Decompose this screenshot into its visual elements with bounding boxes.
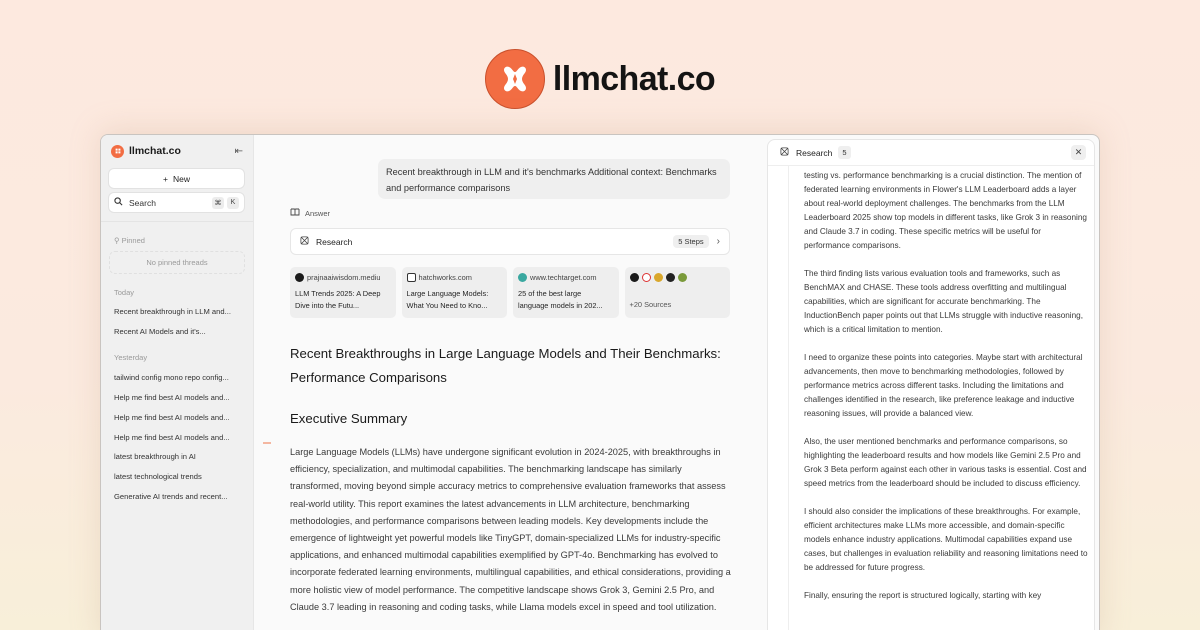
steps-badge: 5 Steps (673, 235, 708, 248)
plus-icon: + (163, 173, 168, 184)
kbd-cmd: ⌘ (212, 197, 224, 209)
new-label: New (172, 173, 190, 184)
favicon-icon (295, 273, 304, 282)
new-thread-button[interactable] (108, 168, 245, 189)
section-heading: Executive Summary (290, 411, 408, 426)
divider (101, 221, 253, 222)
panel-title: Research (796, 147, 833, 158)
atom-icon (300, 236, 309, 247)
thread-item[interactable]: Help me find best AI models and... (114, 413, 230, 422)
source-card[interactable]: prajnaaiwisdom.mediu LLM Trends 2025: A Deep Dive into the Futu... (290, 267, 396, 318)
reasoning-paragraph: I should also consider the implications of these breakthroughs. For example, efficient architectures make LLMs more accessible, and domain-specific models enhance industry applications. Multimodal capabilities expand use cases, but challenges in evaluation reliability and reasoning limitations need to be addressed for future progress. (804, 507, 1088, 572)
more-sources-card[interactable] (625, 267, 731, 318)
thread-item[interactable]: Recent breakthrough in LLM and... (114, 307, 231, 316)
favicon-icon (678, 273, 687, 282)
today-heading: Today (114, 288, 135, 297)
research-steps-toggle[interactable] (290, 228, 730, 255)
atom-icon (780, 147, 789, 158)
logo-icon (485, 49, 545, 109)
source-card[interactable]: www.techtarget.com 25 of the best large language models in 202... (513, 267, 619, 318)
thread-item[interactable]: latest technological trends (114, 472, 202, 481)
source-card[interactable]: hatchworks.com Large Language Models: What You Need to Kno... (402, 267, 508, 318)
sources-row (290, 267, 730, 318)
scroll-marker (263, 442, 271, 444)
book-icon (290, 208, 300, 218)
count-badge: 5 (838, 146, 850, 159)
reasoning-paragraph: Also, the user mentioned benchmarks and performance comparisons, so highlighting the leaderboard results and how models like Gemini 2.5 Pro and Grok 3 Beta perform against each other in various tasks is essential. Cost and speed metrics from the leaderboard should be included to discuss efficiency. (804, 437, 1087, 488)
app-window (100, 134, 1100, 630)
research-panel (767, 139, 1095, 630)
sidebar (101, 135, 254, 630)
yesterday-heading: Yesterday (114, 353, 148, 362)
thread-item[interactable]: Help me find best AI models and... (114, 433, 230, 442)
favicon-icon (407, 273, 416, 282)
summary-text: Large Language Models (LLMs) have undergone significant evolution in 2024-2025, with breakthroughs in efficiency, specialization, and multimodal capabilities. The benchmarking landscape has similarly transformed, moving beyond simple accuracy metrics to comprehensive evaluation frameworks that assess real-world utility. This report examines the latest advancements in LLM architecture, benchmarking methodologies, and performance comparisons between leading models. Key developments include the emergence of lightweight yet powerful models like TinyGPT, domain-specialized LLMs for industry-specific applications, and enhanced multimodal capabilities exemplified by GPT-4o. Benchmarking has evolved to incorporate federated learning environments, multilingual capabilities, and ethical considerations, providing a more holistic view of model performance. The competitive landscape shows Grok 3, Gemini 2.5 Pro, and Claude 3.7 leading in reasoning and coding tasks, while Llama models excel in speed and tool utilization. (290, 447, 731, 612)
research-label: Research (316, 236, 353, 247)
search-icon (114, 197, 123, 208)
sidebar-title: llmchat.co (129, 145, 181, 157)
thread-item[interactable]: Generative AI trends and recent... (114, 492, 228, 501)
search-label: Search (129, 197, 156, 208)
kbd-k: K (227, 197, 239, 209)
report-title: Recent Breakthroughs in Large Language Models and Their Benchmarks: Performance Comparisons (290, 346, 721, 385)
more-sources-label: +20 Sources (629, 300, 672, 309)
chevron-right-icon: › (716, 236, 720, 247)
reasoning-paragraph: The third finding lists various evaluation tools and frameworks, such as BenchMAX and CHASE. These tools address overfitting and multilingual capabilities, which are significant for accurate benchmarking. The InductionBench paper points out that LLMs struggle with inductive reasoning, which is a critical limitation to mention. (804, 269, 1084, 334)
search-button[interactable] (108, 192, 245, 213)
favicon-icon (654, 273, 663, 282)
thread-item[interactable]: Help me find best AI models and... (114, 393, 230, 402)
reasoning-paragraph: Finally, ensuring the report is structured logically, starting with key (804, 591, 1042, 600)
favicon-icon (642, 273, 651, 282)
favicon-icon (630, 273, 639, 282)
pinned-empty: No pinned threads (109, 251, 245, 274)
chat-main (254, 135, 767, 630)
thread-item[interactable]: Recent AI Models and it's... (114, 327, 206, 336)
reasoning-paragraph: I need to organize these points into categories. Maybe start with architectural advancements, then move to benchmarking methodologies, followed by performance metrics across different tasks. Including the limitations and challenges identified in the research, like preference leakage and inductive reasoning issues, will provide a balanced view. (804, 353, 1083, 418)
favicon-icon (518, 273, 527, 282)
pinned-heading: ⚲ Pinned (114, 236, 145, 245)
thread-item[interactable]: tailwind config mono repo config... (114, 373, 229, 382)
favicon-icon (666, 273, 675, 282)
collapse-sidebar-icon[interactable]: ⇤ (234, 145, 243, 157)
answer-label: Answer (290, 208, 330, 218)
panel-body[interactable] (788, 166, 1094, 630)
reasoning-paragraph: testing vs. performance benchmarking is a crucial distinction. The mention of federated learning environments in Flower's LLM Leaderboard adds a layer about real-world deployment challenges. The benchmarks from the LLM Leaderboard 2025 show top models in different tasks, like Grok 3 in reasoning and Claude 3.7 in coding. These specific metrics will be useful for performance comparisons. (804, 171, 1087, 250)
pin-icon: ⚲ (114, 236, 122, 245)
close-panel-button[interactable]: ✕ (1071, 145, 1086, 160)
logo-icon (111, 145, 124, 158)
hero-brand (0, 48, 1200, 110)
user-message: Recent breakthrough in LLM and it's benchmarks Additional context: Benchmarks and performance comparisons (378, 159, 730, 199)
brand-name: llmchat.co (552, 59, 716, 98)
thread-item[interactable]: latest breakthrough in AI (114, 452, 196, 461)
